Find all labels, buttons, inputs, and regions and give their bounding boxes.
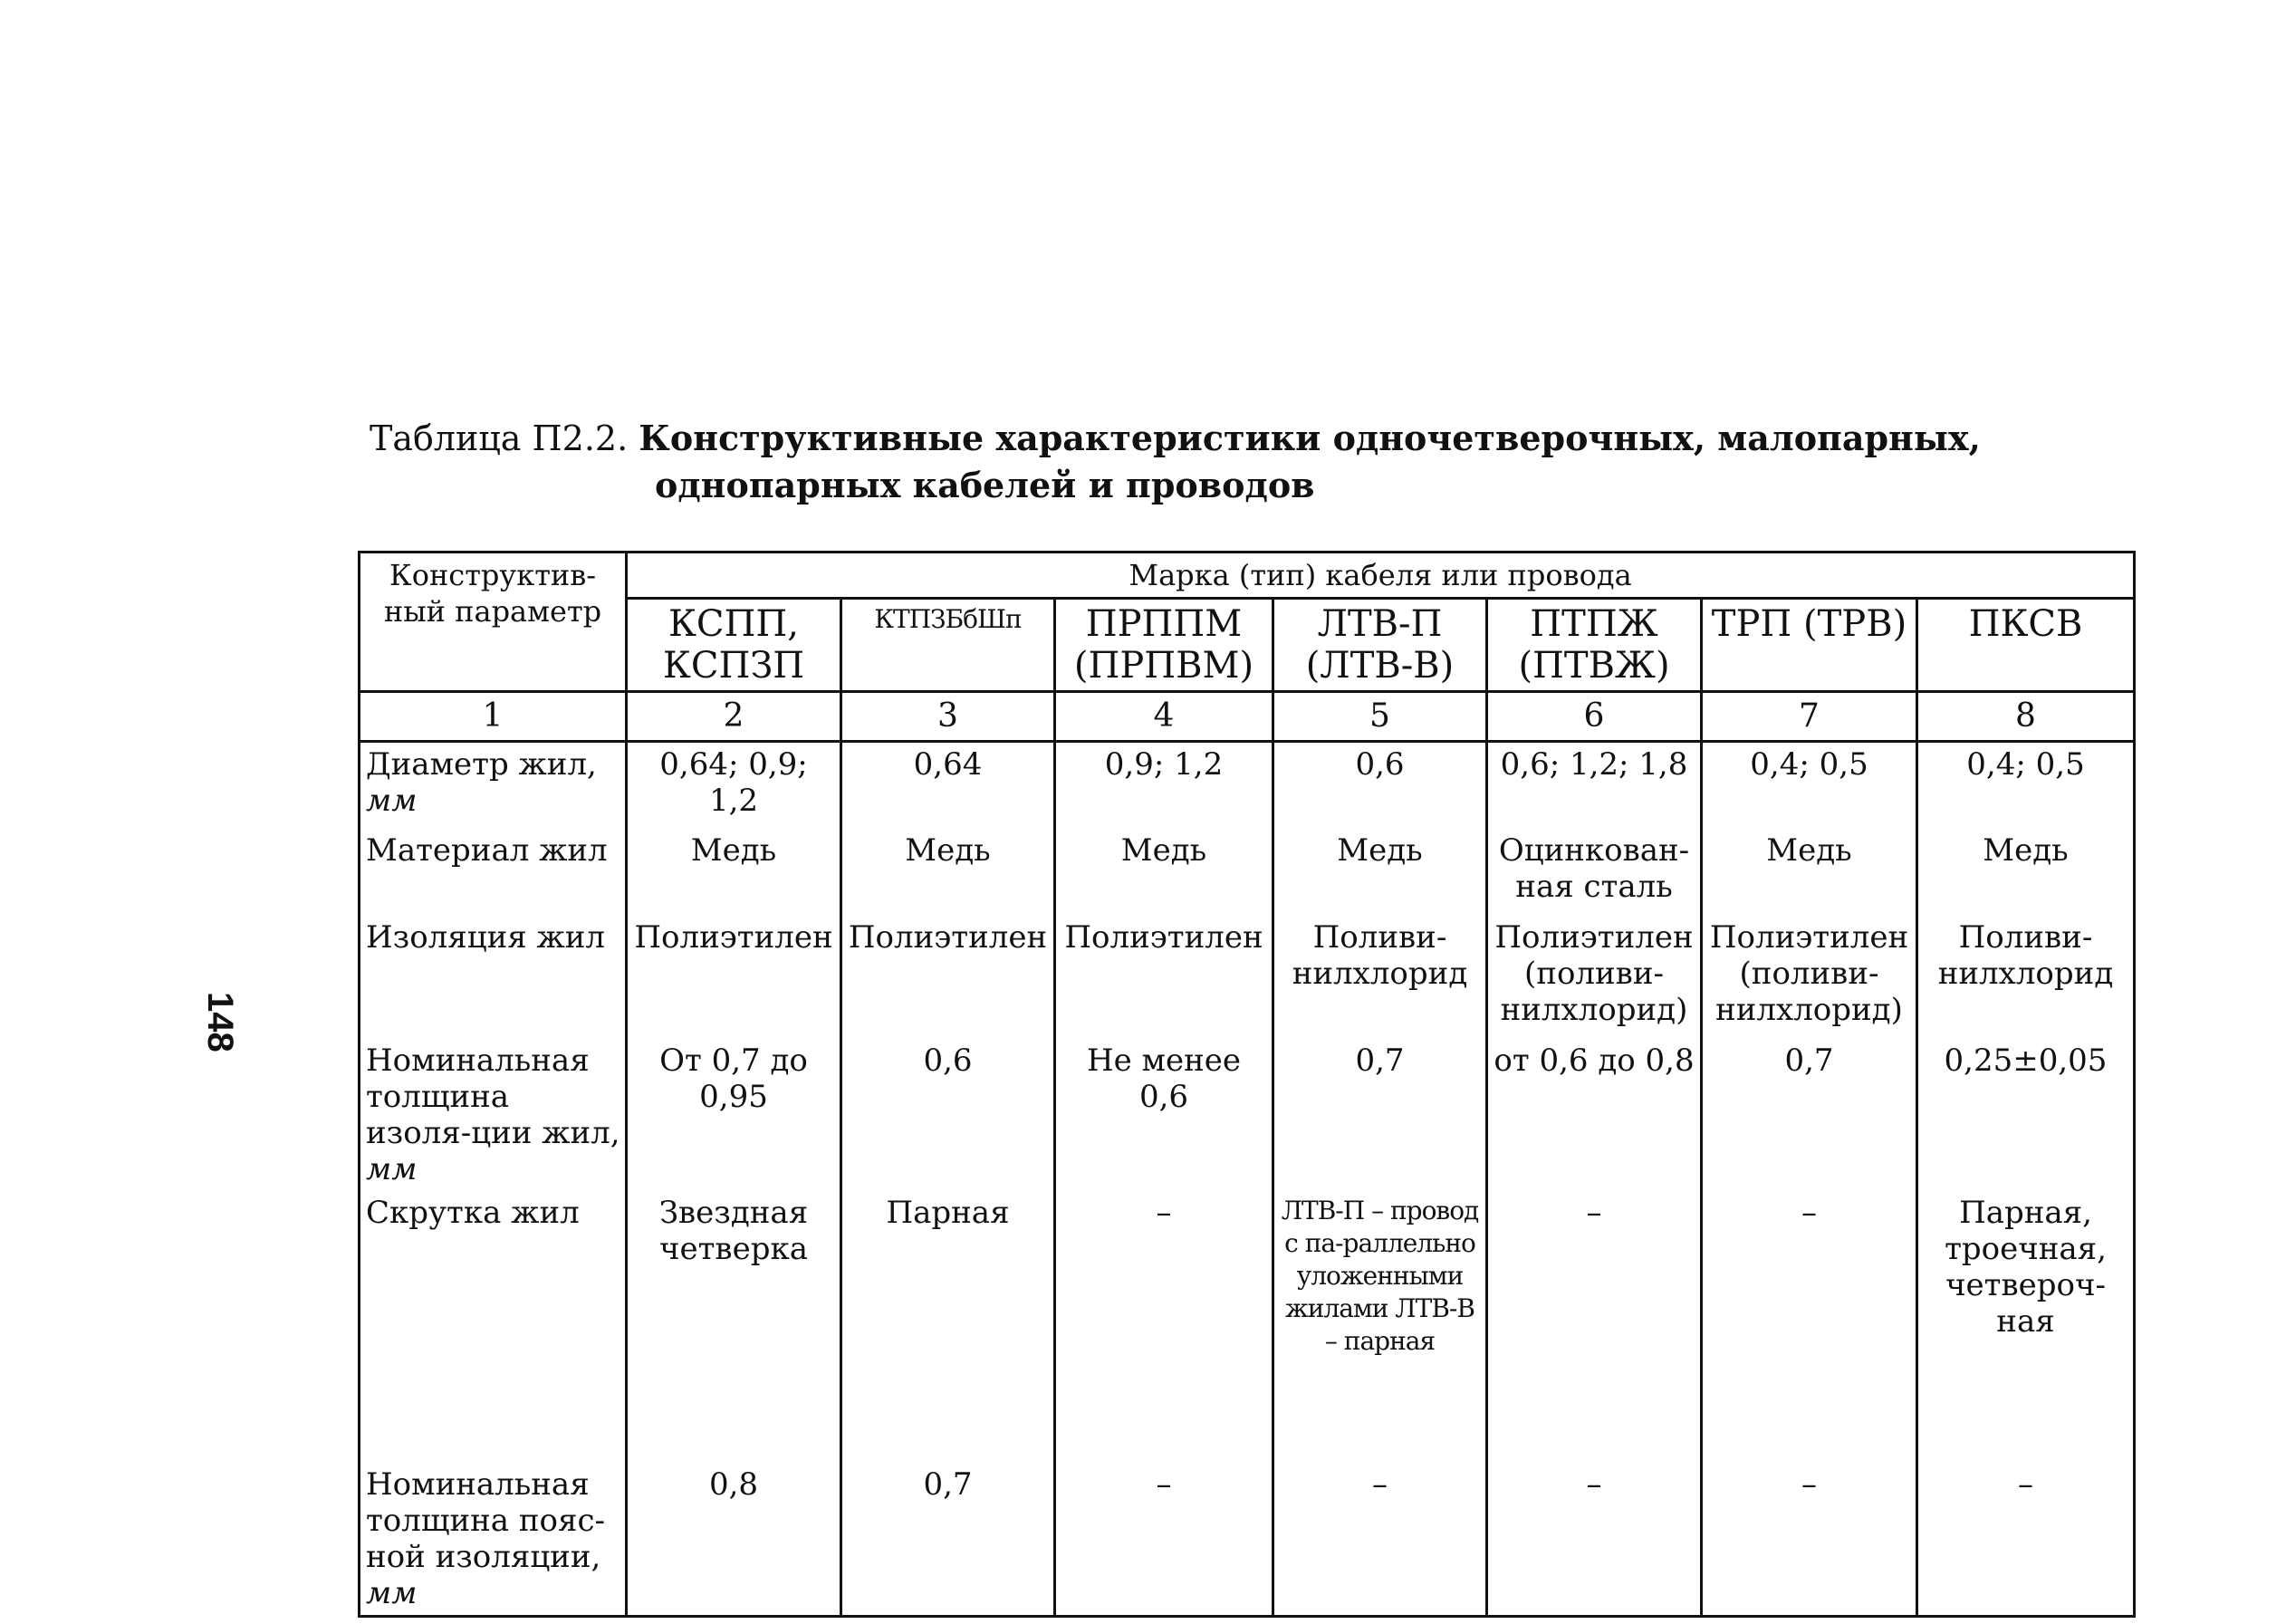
value-cell: Не менее 0,6 <box>1055 1039 1273 1191</box>
param-cell <box>360 1039 627 1191</box>
param-cell <box>360 1463 627 1617</box>
value-cell: Оцинкован-ная сталь <box>1487 829 1702 916</box>
mark-header-7: ПКСВ <box>1917 599 2135 692</box>
column-number-2: 2 <box>627 692 841 742</box>
characteristics-table <box>358 551 2136 1618</box>
caption-title-line2: однопарных кабелей и проводов <box>655 465 1315 505</box>
row-core-insulation <box>360 916 2135 1039</box>
value-cell: – <box>1055 1191 1273 1463</box>
value-cell: Парная <box>841 1191 1055 1463</box>
value-cell: 0,4; 0,5 <box>1702 742 1917 829</box>
param-label: Материал жил <box>366 831 608 869</box>
param-header-cell <box>360 553 627 692</box>
value-cell: Медь <box>1917 829 2135 916</box>
value-cell: 0,8 <box>627 1463 841 1617</box>
mark-header-1: КСПП, КСПЗП <box>627 599 841 692</box>
value-cell: 0,64 <box>841 742 1055 829</box>
value-cell: – <box>1487 1463 1702 1617</box>
value-cell: 0,25±0,05 <box>1917 1039 2135 1191</box>
param-unit: мм <box>366 783 418 819</box>
param-label: Изоляция жил <box>366 918 606 956</box>
row-core-diameter <box>360 742 2135 829</box>
column-number-6: 6 <box>1487 692 1702 742</box>
column-number-row <box>360 692 2135 742</box>
group-header: Марка (тип) кабеля или провода <box>1129 558 1632 592</box>
header-row-1 <box>360 553 2135 599</box>
column-number-7: 7 <box>1702 692 1917 742</box>
value-cell: Медь <box>1702 829 1917 916</box>
param-cell <box>360 742 627 829</box>
value-cell: 0,7 <box>841 1463 1055 1617</box>
caption-prefix: Таблица П2.2. <box>370 418 629 458</box>
param-cell <box>360 916 627 1039</box>
value-cell: Полиэтилен <box>841 916 1055 1039</box>
mark-header-5: ПТПЖ (ПТВЖ) <box>1487 599 1702 692</box>
value-cell: 0,6 <box>1273 742 1487 829</box>
value-cell: 0,7 <box>1702 1039 1917 1191</box>
value-cell: от 0,6 до 0,8 <box>1487 1039 1702 1191</box>
column-number-8: 8 <box>1917 692 2135 742</box>
value-cell: Полиэтилен (поливи-нилхлорид) <box>1487 916 1702 1039</box>
value-cell: – <box>1702 1463 1917 1617</box>
param-label: Скрутка жил <box>366 1194 580 1231</box>
mark-header-3: ПРППМ (ПРПВМ) <box>1055 599 1273 692</box>
value-cell: ЛТВ-П – провод с па-раллельно уложенными жилами ЛТВ-В – парная <box>1273 1191 1487 1463</box>
mark-header-4: ЛТВ-П (ЛТВ-В) <box>1273 599 1487 692</box>
row-core-material <box>360 829 2135 916</box>
value-cell: 0,9; 1,2 <box>1055 742 1273 829</box>
param-cell <box>360 1191 627 1463</box>
value-cell: 0,64; 0,9; 1,2 <box>627 742 841 829</box>
value-cell: Парная, троечная, четвероч-ная <box>1917 1191 2135 1463</box>
param-cell <box>360 829 627 916</box>
row-insulation-thickness <box>360 1039 2135 1191</box>
group-header-cell <box>627 553 2135 599</box>
caption-title-line1: Конструктивные характеристики одночетверочных, малопарных, <box>639 418 1981 458</box>
value-cell: 0,6; 1,2; 1,8 <box>1487 742 1702 829</box>
value-cell: Звездная четверка <box>627 1191 841 1463</box>
value-cell: Полиэтилен <box>1055 916 1273 1039</box>
value-cell: 0,7 <box>1273 1039 1487 1191</box>
column-number-3: 3 <box>841 692 1055 742</box>
value-cell: 0,4; 0,5 <box>1917 742 2135 829</box>
param-label: Номинальная толщина изоля-ции жил, <box>366 1042 620 1151</box>
column-number-5: 5 <box>1273 692 1487 742</box>
value-cell: От 0,7 до 0,95 <box>627 1039 841 1191</box>
value-cell: – <box>1487 1191 1702 1463</box>
value-cell: Полиэтилен (поливи-нилхлорид) <box>1702 916 1917 1039</box>
param-header: Конструктив-ный параметр <box>383 558 602 629</box>
mark-header-6: ТРП (ТРВ) <box>1702 599 1917 692</box>
row-core-stranding <box>360 1191 2135 1463</box>
param-label: Диаметр жил, <box>366 746 597 783</box>
value-cell: – <box>1917 1463 2135 1617</box>
page-number: 148 <box>200 992 240 1052</box>
value-cell: – <box>1055 1463 1273 1617</box>
value-cell: Поливи-нилхлорид <box>1273 916 1487 1039</box>
param-unit: мм <box>366 1574 418 1611</box>
value-cell: 0,6 <box>841 1039 1055 1191</box>
value-cell: – <box>1702 1191 1917 1463</box>
column-number-1: 1 <box>360 692 627 742</box>
value-cell: Медь <box>1273 829 1487 916</box>
param-label: Номинальная толщина пояс-ной изоляции, <box>366 1465 605 1575</box>
value-cell: Медь <box>1055 829 1273 916</box>
value-cell: Поливи-нилхлорид <box>1917 916 2135 1039</box>
value-cell: – <box>1273 1463 1487 1617</box>
value-cell: Медь <box>841 829 1055 916</box>
param-unit: мм <box>366 1150 418 1187</box>
value-cell: Медь <box>627 829 841 916</box>
column-number-4: 4 <box>1055 692 1273 742</box>
table-caption <box>370 415 1981 509</box>
row-belt-insulation <box>360 1463 2135 1617</box>
value-cell: Полиэтилен <box>627 916 841 1039</box>
mark-header-2: КТПЗБбШп <box>841 599 1055 692</box>
